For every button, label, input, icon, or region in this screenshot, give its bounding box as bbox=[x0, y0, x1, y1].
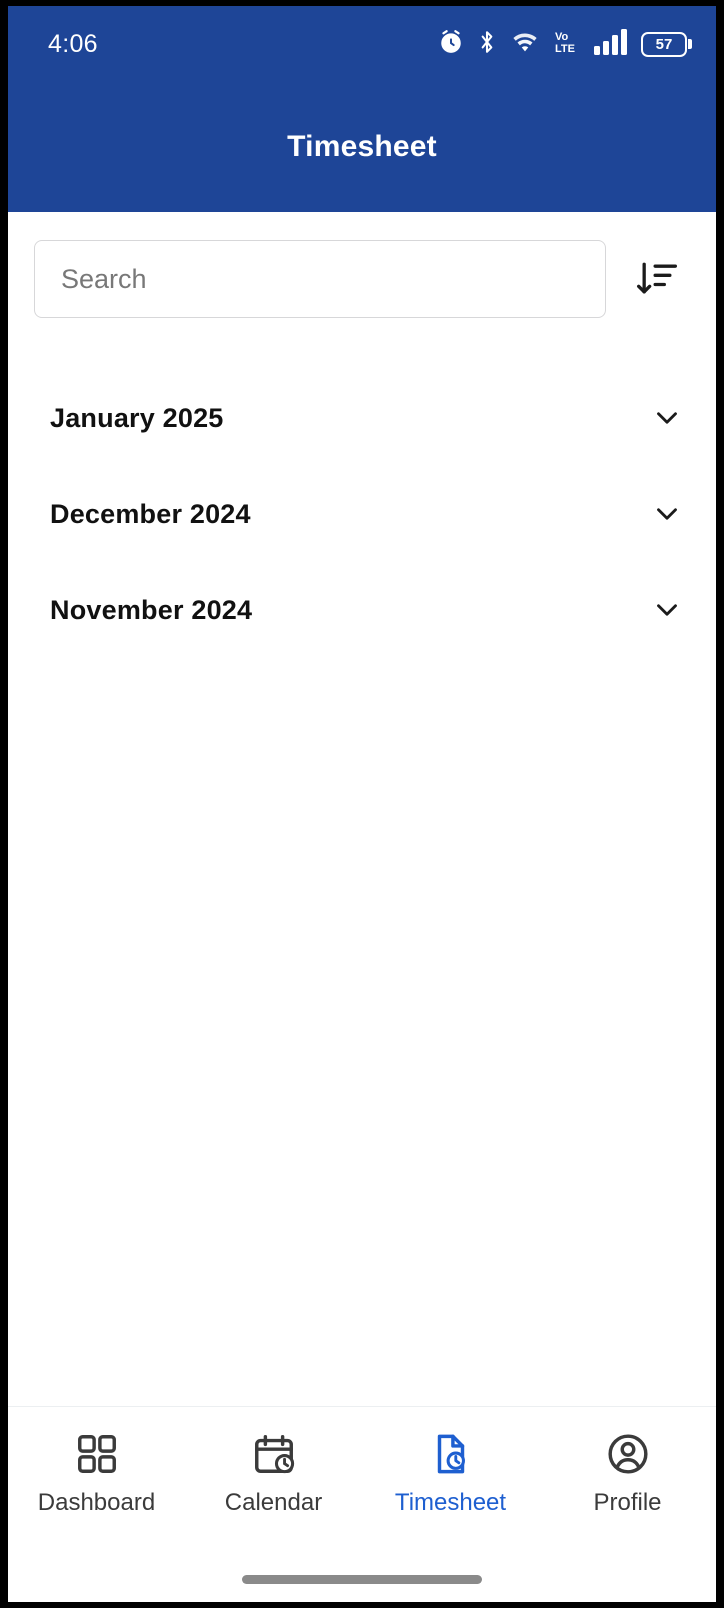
wifi-icon bbox=[510, 30, 540, 59]
chevron-down-icon[interactable] bbox=[650, 593, 684, 627]
battery-tip bbox=[688, 39, 692, 49]
bottom-navigation bbox=[8, 1406, 716, 1602]
page-title: Timesheet bbox=[287, 130, 437, 163]
status-clock: 4:06 bbox=[48, 29, 98, 58]
list-item[interactable] bbox=[8, 466, 716, 562]
nav-item-dashboard[interactable] bbox=[8, 1429, 185, 1517]
list-item[interactable] bbox=[8, 370, 716, 466]
status-icons bbox=[438, 28, 692, 61]
nav-label-calendar: Calendar bbox=[224, 1489, 323, 1516]
user-circle-icon bbox=[605, 1429, 651, 1479]
search-box[interactable] bbox=[34, 240, 606, 318]
month-label: January 2025 bbox=[50, 402, 224, 433]
month-label: November 2024 bbox=[50, 594, 253, 625]
app-bar bbox=[8, 82, 716, 212]
svg-text:LTE: LTE bbox=[555, 42, 575, 55]
nav-label-dashboard: Dashboard bbox=[37, 1489, 156, 1516]
nav-label-timesheet: Timesheet bbox=[394, 1489, 507, 1516]
nav-item-timesheet[interactable] bbox=[362, 1429, 539, 1517]
battery-percent: 57 bbox=[641, 32, 687, 57]
sort-descending-icon[interactable] bbox=[626, 248, 688, 310]
battery-icon bbox=[641, 32, 692, 57]
home-indicator[interactable] bbox=[242, 1575, 482, 1584]
search-row bbox=[8, 212, 716, 318]
nav-label-profile: Profile bbox=[593, 1489, 662, 1516]
month-list bbox=[8, 370, 716, 658]
bluetooth-icon bbox=[477, 29, 497, 60]
nav-item-profile[interactable] bbox=[539, 1429, 716, 1517]
calendar-clock-icon bbox=[251, 1429, 297, 1479]
main-content bbox=[8, 212, 716, 1406]
signal-icon bbox=[594, 29, 628, 60]
list-item[interactable] bbox=[8, 562, 716, 658]
chevron-down-icon[interactable] bbox=[650, 401, 684, 435]
volte-icon bbox=[553, 28, 581, 61]
status-bar bbox=[8, 6, 716, 82]
chevron-down-icon[interactable] bbox=[650, 497, 684, 531]
search-input[interactable] bbox=[61, 264, 579, 295]
month-label: December 2024 bbox=[50, 498, 251, 529]
nav-item-calendar[interactable] bbox=[185, 1429, 362, 1517]
document-clock-icon bbox=[428, 1429, 474, 1479]
grid-icon bbox=[74, 1429, 120, 1479]
alarm-icon bbox=[438, 29, 464, 60]
svg-text:Vo: Vo bbox=[555, 30, 569, 43]
